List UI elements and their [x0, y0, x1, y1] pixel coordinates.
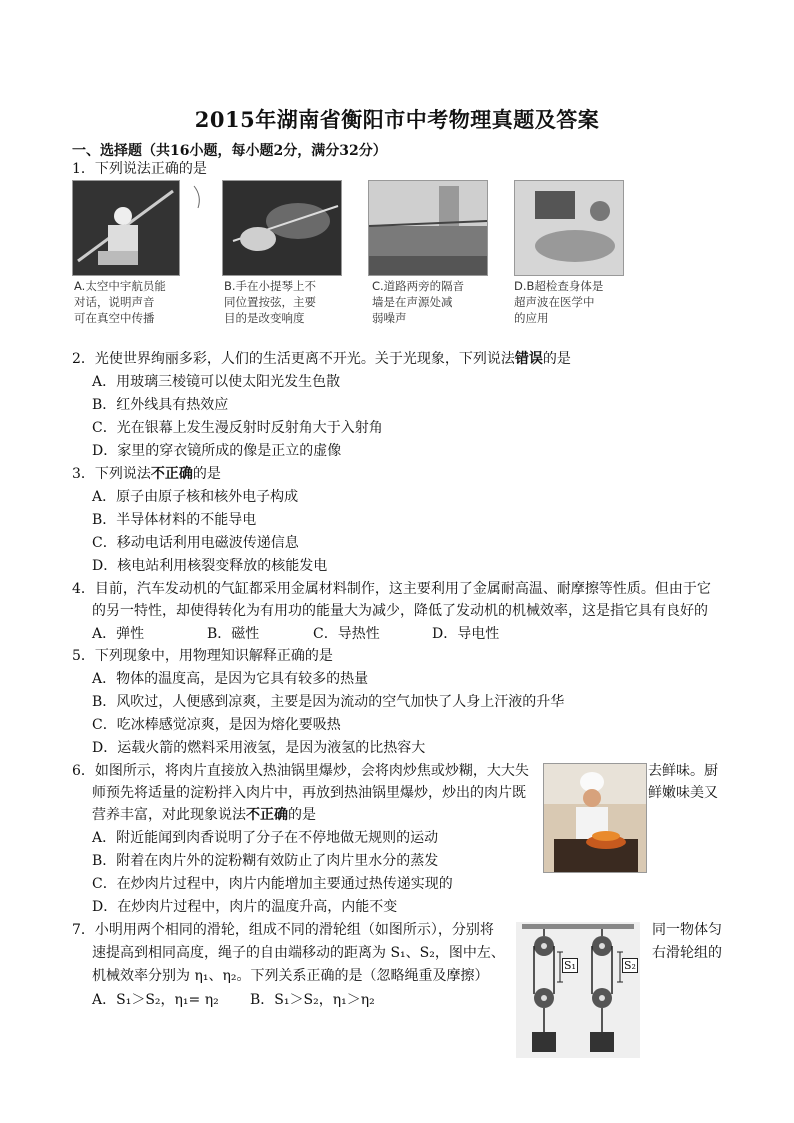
- question-5-option-b: B．风吹过，人便感到凉爽，主要是因为流动的空气加快了人身上汗液的升华: [92, 694, 565, 710]
- question-2-option-b: B．红外线具有热效应: [92, 397, 229, 413]
- question-3-stem: 3．下列说法不正确的是: [72, 466, 221, 482]
- caption-d: D.B超检查身体是 超声波在医学中 的应用: [514, 279, 604, 325]
- ultrasound-photo: [514, 180, 624, 276]
- question-6-option-a: A．附近能闻到肉香说明了分子在不停地做无规则的运动: [92, 830, 439, 846]
- question-6-line-3: 营养丰富，对此现象说法不正确的是: [92, 807, 316, 823]
- question-6-option-d: D．在炒肉片过程中，肉片的温度升高，内能不变: [92, 899, 398, 915]
- question-5-option-d: D．运载火箭的燃料采用液氢，是因为液氢的比热容大: [92, 740, 426, 756]
- question-5-option-c: C．吃冰棒感觉凉爽，是因为熔化要吸热: [92, 717, 341, 733]
- question-2-option-d: D．家里的穿衣镜所成的像是正立的虚像: [92, 443, 342, 459]
- chef-photo: [543, 763, 647, 873]
- question-6-line-1: 6．如图所示，将肉片直接放入热油锅里爆炒，会将肉炒焦或炒糊，大大失: [72, 763, 529, 779]
- question-6-option-c: C．在炒肉片过程中，肉片内能增加主要通过热传递实现的: [92, 876, 453, 892]
- question-1-stem: 1．下列说法正确的是: [72, 161, 207, 177]
- question-7-line-1: 7．小明用两个相同的滑轮，组成不同的滑轮组（如图所示），分别将: [72, 922, 494, 938]
- question-4-option-a: A．弹性: [92, 626, 145, 642]
- question-4-line-2: 的另一特性，却使得转化为有用功的能量大为减少，降低了发动机的机械效率，这是指它具有良好的: [92, 603, 708, 619]
- question-2-option-c: C．光在银幕上发生漫反射时反射角大于入射角: [92, 420, 383, 436]
- pulley-figure: [516, 922, 640, 1058]
- question-3-option-b: B．半导体材料的不能导电: [92, 512, 257, 528]
- caption-a: A.太空中宇航员能 对话，说明声音 可在真空中传播: [74, 279, 166, 325]
- violin-photo: [222, 180, 342, 276]
- question-7-option-a: A．S₁＞S₂，η₁= η₂: [92, 992, 219, 1008]
- question-6-line-2: 师预先将适量的淀粉拌入肉片中，再放到热油锅里爆炒，炒出的肉片既: [92, 785, 526, 801]
- question-5-option-a: A．物体的温度高，是因为它具有较多的热量: [92, 671, 369, 687]
- astronaut-photo: [72, 180, 180, 276]
- question-4-option-c: C．导热性: [313, 626, 380, 642]
- divider-stroke: [192, 184, 206, 210]
- page-title: 2015年湖南省衡阳市中考物理真题及答案: [194, 107, 600, 132]
- question-7-line-1-end: 同一物体匀: [652, 922, 722, 938]
- question-3-option-c: C．移动电话利用电磁波传递信息: [92, 535, 299, 551]
- question-4-option-b: B．磁性: [207, 626, 260, 642]
- s2-label: S₂: [624, 959, 636, 972]
- caption-b: B.手在小提琴上不 同位置按弦，主要 目的是改变响度: [224, 279, 317, 325]
- question-1-figure: [72, 180, 628, 330]
- question-2-stem: 2．光使世界绚丽多彩，人们的生活更离不开光。关于光现象，下列说法错误的是: [72, 351, 571, 367]
- question-2-option-a: A．用玻璃三棱镜可以使太阳光发生色散: [92, 374, 341, 390]
- question-6-line-1-end: 去鲜味。厨: [648, 763, 718, 779]
- question-7-line-3: 机械效率分别为 η₁、η₂。下列关系正确的是（忽略绳重及摩擦）: [92, 968, 489, 984]
- question-7-line-2: 速提高到相同高度，绳子的自由端移动的距离为 S₁、S₂，图中左、: [92, 945, 505, 961]
- s1-label: S₁: [564, 959, 576, 972]
- question-7-option-b: B．S₁＞S₂，η₁＞η₂: [250, 992, 375, 1008]
- question-3-option-a: A．原子由原子核和核外电子构成: [92, 489, 299, 505]
- question-4-line-1: 4．目前，汽车发动机的气缸都采用金属材料制作，这主要利用了金属耐高温、耐摩擦等性质。但由于它: [72, 581, 711, 597]
- sound-barrier-photo: [368, 180, 488, 276]
- section-heading: 一、选择题（共16小题，每小题2分，满分32分）: [72, 143, 387, 159]
- question-6-option-b: B．附着在肉片外的淀粉糊有效防止了肉片里水分的蒸发: [92, 853, 439, 869]
- question-7-line-2-end: 右滑轮组的: [652, 945, 722, 961]
- question-3-option-d: D．核电站利用核裂变释放的核能发电: [92, 558, 328, 574]
- question-6-line-2-end: 鲜嫩味美又: [648, 785, 718, 801]
- caption-c: C.道路两旁的隔音 墙是在声源处减 弱噪声: [372, 279, 465, 325]
- question-5-stem: 5．下列现象中，用物理知识解释正确的是: [72, 648, 333, 664]
- question-4-option-d: D．导电性: [432, 626, 500, 642]
